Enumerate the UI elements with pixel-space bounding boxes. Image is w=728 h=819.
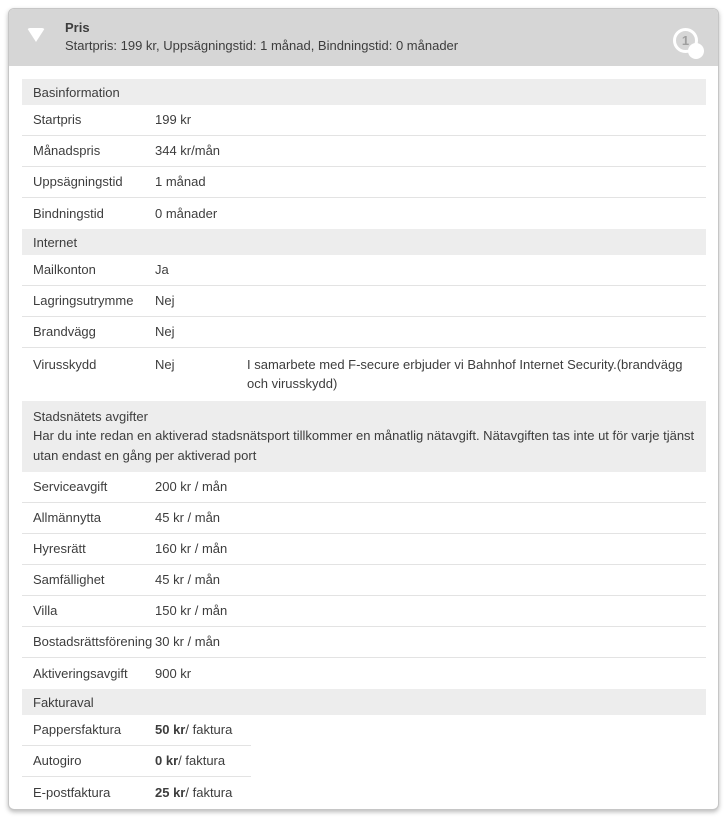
section-rows-internet (22, 255, 706, 401)
panel-subtitle: Startpris: 199 kr, Uppsägningstid: 1 månad, Bindningstid: 0 månader (65, 37, 459, 53)
row-value-price: 25 kr (155, 784, 186, 800)
row-value-price: 50 kr (155, 722, 186, 738)
row-value: 344 kr/mån (155, 143, 221, 159)
table-row (22, 627, 706, 658)
row-value: 45 kr / mån (155, 572, 221, 588)
row-note: I samarbete med F-secure erbjuder vi Bahnhof Internet Security.(brandvägg och virusskydd) (247, 357, 683, 391)
row-value: 45 kr / mån (155, 510, 221, 526)
table-row (22, 255, 706, 286)
row-label: Villa (33, 603, 58, 619)
panel-header-text (65, 20, 458, 54)
row-value: 900 kr (155, 665, 192, 681)
row-label: Allmännytta (33, 510, 101, 526)
row-label: Startpris (33, 112, 82, 128)
row-value-unit: / faktura (185, 722, 233, 738)
count-badge-icon (673, 28, 704, 59)
row-label: Hyresrätt (33, 541, 86, 557)
table-row (22, 777, 251, 808)
section-rows-stadsnatets-avgifter (22, 472, 706, 689)
row-label: Autogiro (33, 753, 82, 769)
row-label: Virusskydd (33, 357, 97, 372)
collapse-triangle-down-icon[interactable] (27, 28, 45, 42)
section-header-stadsnatets-avgifter (22, 401, 706, 473)
pris-panel (8, 8, 719, 810)
badge-count: 1 (673, 28, 698, 53)
table-row (22, 136, 706, 167)
table-row (22, 596, 706, 627)
row-label: Månadspris (33, 143, 101, 159)
section-header-basinformation (22, 79, 706, 105)
row-value: 0 månader (155, 205, 218, 221)
section-description: Har du inte redan en aktiverad stadsnätsport tillkommer en månatlig nätavgift. Nätavgiften tas inte ut för varje tjänst utan endast en gång per aktiverad port (33, 428, 695, 463)
table-row (22, 565, 706, 596)
row-value-price: 0 kr (155, 753, 179, 769)
row-value: Nej (155, 324, 175, 340)
section-header-fakturaval (22, 689, 706, 715)
row-value: Ja (155, 262, 169, 278)
table-row (22, 167, 706, 198)
row-label: Brandvägg (33, 324, 96, 340)
row-label: Mailkonton (33, 262, 96, 278)
row-value: 200 kr / mån (155, 479, 228, 495)
row-label: Bostadsrättsförening (33, 634, 153, 650)
table-row (22, 503, 706, 534)
row-label: Serviceavgift (33, 479, 108, 495)
row-label: Samfällighet (33, 572, 105, 588)
section-rows-basinformation (22, 105, 706, 229)
table-row (22, 715, 251, 746)
row-value: 30 kr / mån (155, 634, 221, 650)
row-value (155, 784, 247, 802)
row-label: E-postfaktura (33, 784, 111, 800)
table-row (22, 317, 706, 348)
table-row (22, 534, 706, 565)
section-rows-fakturaval (22, 715, 251, 808)
row-label: Bindningstid (33, 205, 104, 221)
table-row (22, 286, 706, 317)
row-value-unit: / faktura (178, 753, 226, 769)
section-title: Stadsnätets avgifter (33, 408, 148, 424)
panel-title: Pris (65, 20, 90, 35)
row-value: 1 månad (155, 174, 206, 190)
table-row (22, 472, 706, 503)
section-title: Fakturaval (33, 694, 94, 710)
table-row (22, 105, 706, 136)
row-value-unit: / faktura (185, 784, 233, 800)
row-value (155, 752, 247, 770)
row-label: Pappersfaktura (33, 722, 122, 738)
table-row (22, 348, 706, 401)
table-row (22, 198, 706, 229)
panel-header-bar[interactable] (9, 9, 718, 66)
table-row (22, 746, 251, 777)
row-value: 160 kr / mån (155, 541, 228, 557)
row-label: Uppsägningstid (33, 174, 123, 190)
row-value: 150 kr / mån (155, 603, 228, 619)
row-value (155, 721, 247, 739)
row-label: Lagringsutrymme (33, 293, 134, 309)
section-title: Internet (33, 234, 78, 250)
section-title: Basinformation (33, 84, 120, 100)
section-header-internet (22, 229, 706, 255)
row-label: Aktiveringsavgift (33, 665, 128, 681)
row-value: Nej (155, 293, 175, 309)
table-row (22, 658, 706, 689)
price-table (9, 66, 718, 808)
row-value: 199 kr (155, 112, 192, 128)
row-value: Nej (155, 357, 175, 372)
